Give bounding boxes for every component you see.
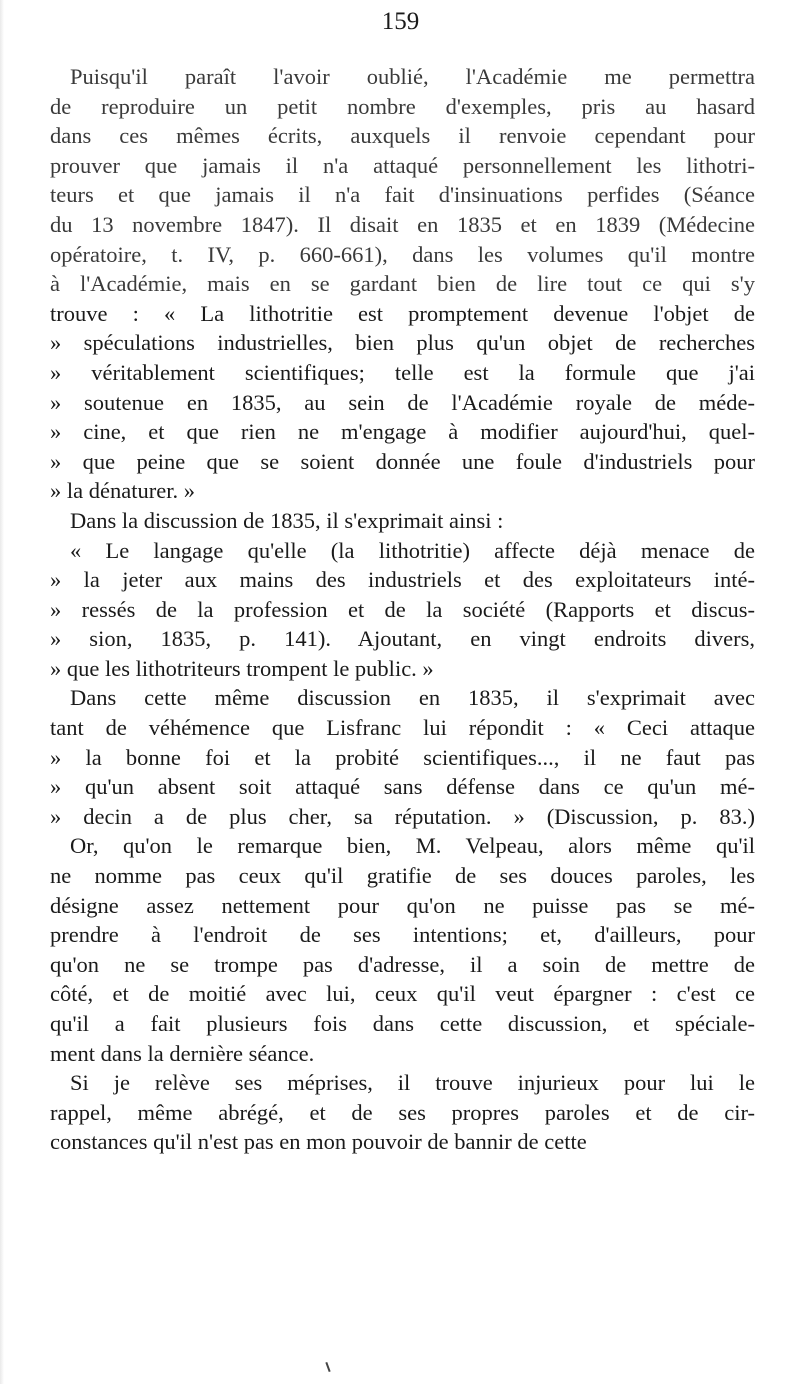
text-line: prouver que jamais il n'a attaqué personnellement les lithotri- xyxy=(50,152,755,178)
text-line: du 13 novembre 1847). Il disait en 1835 et en 1839 (Médecine xyxy=(50,211,755,237)
text-line: tant de véhémence que Lisfranc lui répondit : « Ceci attaque xyxy=(50,715,755,741)
text-line: » ressés de la profession et de la société (Rapports et discus- xyxy=(50,596,755,622)
text-line: qu'on ne se trompe pas d'adresse, il a soin de mettre de xyxy=(50,951,755,977)
text-line: Or, qu'on le remarque bien, M. Velpeau, alors même qu'il xyxy=(70,833,755,859)
text-line: » soutenue en 1835, au sein de l'Académie royale de méde- xyxy=(50,389,755,415)
text-line: » spéculations industrielles, bien plus qu'un objet de recherches xyxy=(50,330,755,356)
text-line: » la jeter aux mains des industriels et des exploitateurs inté- xyxy=(50,567,755,593)
text-line: » la dénaturer. » xyxy=(50,478,195,504)
page-number: 159 xyxy=(381,8,420,35)
text-line: qu'il a fait plusieurs fois dans cette discussion, et spéciale- xyxy=(50,1011,755,1036)
text-line: » véritablement scientifiques; telle est la formule que j'ai xyxy=(50,359,755,385)
text-line: trouve : « La lithotritie est promptement devenue l'objet de xyxy=(50,300,755,326)
text-line: » que peine que se soient donnée une foule d'industriels pour xyxy=(50,448,755,474)
text-line: » la bonne foi et la probité scientifiques..., il ne faut pas xyxy=(50,744,755,770)
text-line: » cine, et que rien ne m'engage à modifier aujourd'hui, quel- xyxy=(50,419,755,445)
body-text xyxy=(50,62,755,1157)
text-line: Si je relève ses méprises, il trouve injurieux pour lui le xyxy=(70,1070,755,1096)
print-speck xyxy=(325,1362,330,1372)
text-line: ment dans la dernière séance. xyxy=(50,1040,315,1066)
text-line: « Le langage qu'elle (la lithotritie) affecte déjà menace de xyxy=(70,537,755,563)
text-line: » que les lithotriteurs trompent le public. » xyxy=(50,655,434,681)
page-edge-shadow xyxy=(0,0,4,1384)
text-line: côté, et de moitié avec lui, ceux qu'il veut épargner : c'est ce xyxy=(50,981,755,1007)
text-line: » qu'un absent soit attaqué sans défense dans ce qu'un mé- xyxy=(50,774,755,800)
text-line: Dans cette même discussion en 1835, il s'exprimait avec xyxy=(70,685,755,711)
text-line: » sion, 1835, p. 141). Ajoutant, en vingt endroits divers, xyxy=(50,626,755,652)
text-line: constances qu'il n'est pas en mon pouvoir de bannir de cette xyxy=(50,1129,587,1155)
text-line: Puisqu'il paraît l'avoir oublié, l'Académie me permettra xyxy=(70,64,755,89)
text-line: de reproduire un petit nombre d'exemples, pris au hasard xyxy=(50,93,755,119)
text-line: prendre à l'endroit de ses intentions; et, d'ailleurs, pour xyxy=(50,922,755,948)
text-line: dans ces mêmes écrits, auxquels il renvoie cependant pour xyxy=(50,123,755,149)
text-line: teurs et que jamais il n'a fait d'insinuations perfides (Séance xyxy=(50,182,755,208)
text-line: à l'Académie, mais en se gardant bien de lire tout ce qui s'y xyxy=(50,271,755,297)
text-line: opératoire, t. IV, p. 660-661), dans les volumes qu'il montre xyxy=(50,241,755,267)
text-line: désigne assez nettement pour qu'on ne puisse pas se mé- xyxy=(50,892,755,918)
text-line: rappel, même abrégé, et de ses propres paroles et de cir- xyxy=(50,1099,755,1125)
text-line: Dans la discussion de 1835, il s'exprimait ainsi : xyxy=(70,507,504,533)
text-line: » decin a de plus cher, sa réputation. » (Discussion, p. 83.) xyxy=(50,803,755,829)
text-line: ne nomme pas ceux qu'il gratifie de ses douces paroles, les xyxy=(50,863,755,889)
